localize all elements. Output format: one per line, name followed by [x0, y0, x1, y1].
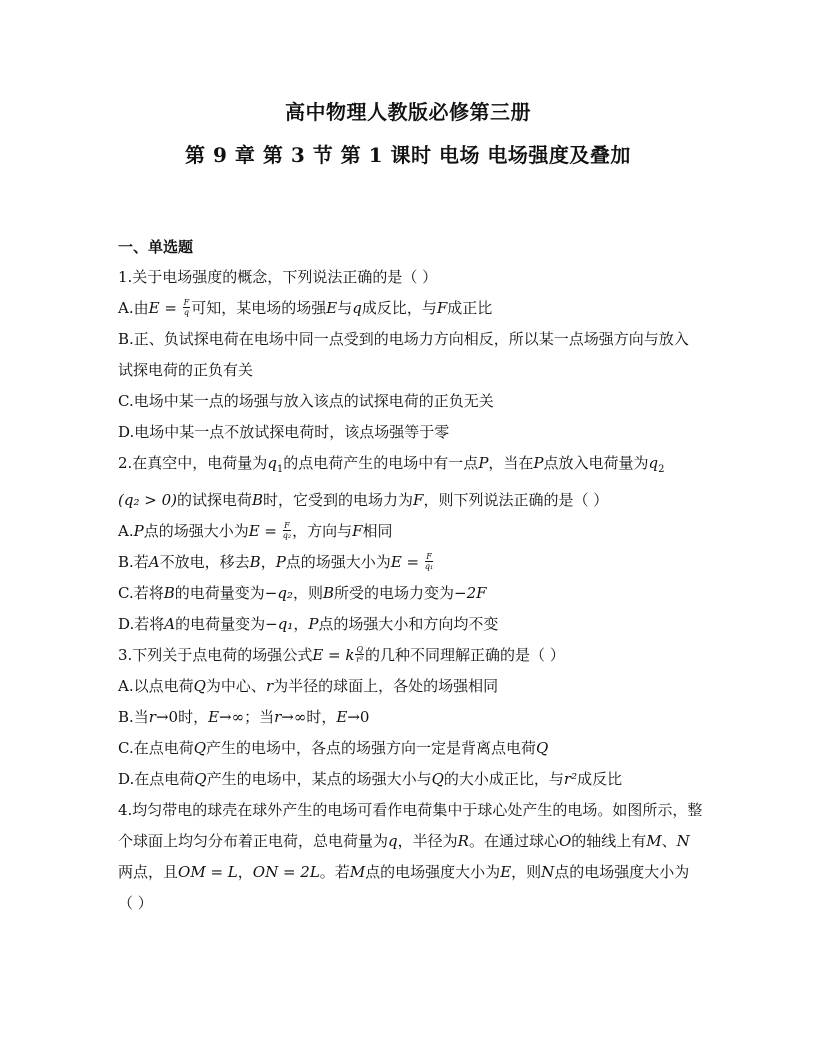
fraction-f-over-q1: $\frac{F}{\text{q₁}}$	[424, 551, 434, 571]
question-2-option-b: B.若A不放电，移去B，P点的场强大小为E = $\frac{F}{\text{q₁}}$	[118, 551, 434, 571]
question-2-stem-line1: 2.在真空中，电荷量为$q_1$的点电荷产生的电场中有一点P，当在P点放入电荷量为$q_2$	[118, 454, 665, 475]
question-2-option-d: D.若将A的电荷量变为−q₁，P点的场强大小和方向均不变	[118, 615, 499, 633]
question-3-option-a: A.以点电荷Q为中心、r为半径的球面上，各处的场强相同	[118, 677, 499, 695]
question-4-stem: 4.均匀带电的球壳在球外产生的电场可看作电荷集中于球心处产生的电场。如图所示，整个球面上均匀分布着正电荷，总电荷量为q，半径为R。在通过球心O的轴线上有M、N两点，且OM = L，ON = 2L。若M点的电场强度大小为E，则N点的电场强度大小为（ ）	[118, 801, 703, 912]
question-3-stem: 3.下列关于点电荷的场强公式E = k $\frac{Q}{\text{r²}}$ 的几种不同理解正确的是（ ）	[118, 644, 565, 664]
document-title: 高中物理人教版必修第三册	[285, 100, 531, 124]
question-1-option-c: C.电场中某一点的场强与放入该点的试探电荷的正负无关	[118, 392, 494, 410]
document-subtitle: 第 9 章 第 3 节 第 1 课时 电场 电场强度及叠加	[185, 143, 631, 167]
question-3-option-b: B.当r→0时，E→∞；当r→∞时，E→0	[118, 708, 370, 726]
question-1-stem: 1.关于电场强度的概念，下列说法正确的是（ ）	[118, 268, 438, 286]
question-3-option-c: C.在点电荷Q产生的电场中，各点的场强方向一定是背离点电荷Q	[118, 739, 549, 757]
section-heading: 一、单选题	[118, 238, 194, 256]
fraction-q-over-r2: $\frac{Q}{\text{r²}}$	[356, 644, 364, 664]
fraction-f-over-q2: $\frac{F}{\text{q₂}}$	[282, 520, 292, 540]
fraction-f-over-q: $\frac{F}{q}$	[183, 297, 190, 317]
question-2-stem-line2: (q₂ > 0)的试探电荷B时，它受到的电场力为F，则下列说法正确的是（ ）	[118, 491, 609, 509]
question-1-option-a: A.由E = $\frac{F}{q}$ 可知，某电场的场强E与q成反比，与F成正比	[118, 297, 493, 317]
question-2-option-a: A.P点的场强大小为E = $\frac{F}{\text{q₂}}$ ，方向与F相同	[118, 520, 393, 540]
question-3-option-d: D.在点电荷Q产生的电场中，某点的场强大小与Q的大小成正比，与r²成反比	[118, 770, 623, 788]
question-1-option-d: D.电场中某一点不放试探电荷时，该点场强等于零	[118, 423, 450, 441]
question-2-option-c: C.若将B的电荷量变为−q₂，则B所受的电场力变为−2F	[118, 584, 487, 602]
question-1-option-b: B.正、负试探电荷在电场中同一点受到的电场力方向相反，所以某一点场强方向与放入试探电荷的正负有关	[118, 330, 689, 379]
question-list	[118, 262, 703, 919]
